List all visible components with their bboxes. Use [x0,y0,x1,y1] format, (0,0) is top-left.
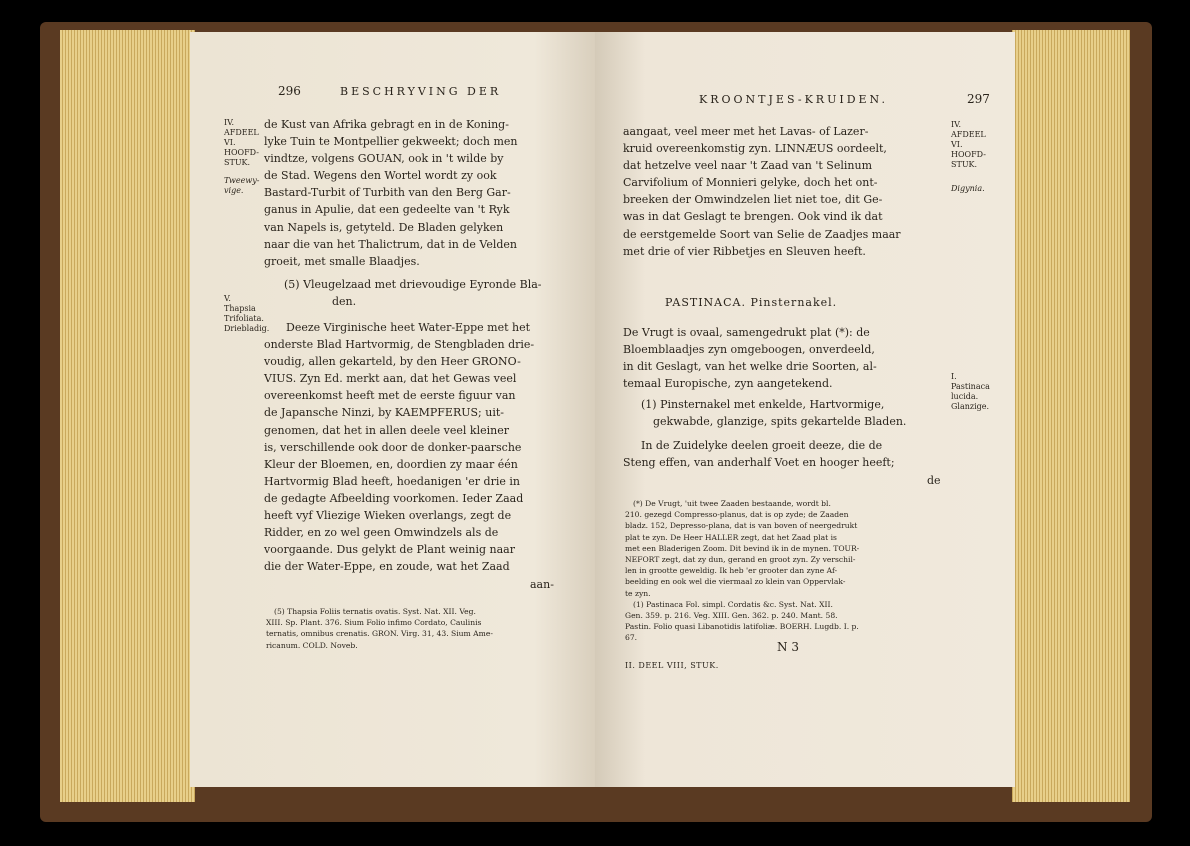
footnote-line: Gen. 359. p. 216. Veg. XIII. Gen. 362. p. 240. Mant. 58. [625,611,838,621]
footnote-line: NEFORT zegt, dat zy dun, gerand en groot zyn. Zy verschil- [625,555,856,565]
text-line: Kleur der Bloemen, en, doordien zy maar één [264,457,518,471]
text-line: ganus in Apulie, dat een gedeelte van 't Ryk [264,203,510,217]
footnote-line: plat te zyn. De Heer HALLER zegt, dat het Zaad plat is [625,532,837,542]
text-line: kruid overeenkomstig zyn. LINNÆUS oordeelt, [623,142,887,156]
text-line: groeit, met smalle Blaadjes. [264,254,420,268]
footnote-line: XIII. Sp. Plant. 376. Sium Folio infimo Cordato, Caulinis [266,618,482,628]
text-line: In de Zuidelyke deelen groeit deeze, die de [641,439,883,452]
running-head: KROONTJES-KRUIDEN. [699,93,888,106]
footnote-line: met een Bladerigen Zoom. Dit bevind ik in de mynen. TOUR- [625,543,860,553]
text-line: de Kust van Afrika gebragt en in de Koning- [264,118,509,131]
section-heading: PASTINACA. Pinsternakel. [665,296,838,309]
footnote-line: beelding en ook wel die viermaal zo klein van Oppervlak- [625,577,846,587]
text-line: voorgaande. Dus gelykt de Plant weinig naar [264,543,515,557]
margin-note: Tweewy- vige. [224,176,260,195]
text-line: is, verschillende ook door de donker-paarsche [264,440,522,454]
text-line: Bastard-Turbit of Turbith van den Berg Gar- [264,186,511,200]
text-line: van Napels is, getyteld. De Bladen gelyken [264,220,504,234]
text-line: naar die van het Thalictrum, dat in de Velden [264,237,518,251]
species-heading [284,276,542,310]
text-line: was in dat Geslagt te brengen. Ook vind ik dat [623,210,883,224]
text-line: lyke Tuin te Montpellier gekweekt; doch men [264,135,518,149]
footnote-line: te zyn. [625,588,651,598]
heading-line: (5) Vleugelzaad met drievoudige Eyronde Bla- [284,278,542,291]
paragraph [623,123,901,260]
text-line: Ridder, en zo wel geen Omwindzels als de [264,526,499,540]
footnote-line: ternatis, omnibus crenatis. GRON. Virg. 31, 43. Sium Ame- [266,629,493,639]
running-head: BESCHRYVING DER [340,85,502,98]
footnote-line: len in grootte geweldig. Ik heb 'er grooter dan zyne Af- [625,566,838,576]
margin-note: V. Thapsia Trifoliata. Driebladig. [224,294,270,333]
catchword: de [927,474,941,487]
text-line: de gedagte Afbeelding voorkomen. Ieder Zaad [264,491,524,505]
text-line: Bloemblaadjes zyn omgeboogen, onverdeeld, [623,343,875,357]
text-line: dat hetzelve veel naar 't Zaad van 't Selinum [623,159,872,173]
margin-note: IV. AFDEEL VI. HOOFD- STUK. [951,120,986,169]
text-line: overeenkomst heeft met de eerste figuur van [264,389,516,403]
text-line: aangaat, veel meer met het Lavas- of Lazer- [623,125,869,138]
text-line: temaal Europische, zyn aangetekend. [623,377,833,391]
text-line: de eerstgemelde Soort van Selie de Zaadjes maar [623,227,901,241]
margin-note: IV. AFDEEL VI. HOOFD- STUK. [224,118,259,167]
paragraph [264,319,534,575]
text-line: voudig, allen gekarteld, by den Heer GRONO- [264,355,521,369]
text-line: Steng effen, van anderhalf Voet en hooger heeft; [623,456,895,470]
footnote-line: (5) Thapsia Foliis ternatis ovatis. Syst. Nat. XII. Veg. [274,607,476,616]
footnote-line: (*) De Vrugt, 'uit twee Zaaden bestaande, wordt bl. [633,499,831,508]
text-line: heeft vyf Vliezige Wieken overlangs, zegt de [264,509,512,523]
footnote-line: ricanum. COLD. Noveb. [266,640,358,650]
footnote [266,606,493,651]
footnote-line: 67. [625,633,638,643]
text-line: in dit Geslagt, van het welke drie Soorten, al- [623,360,877,374]
footnote-line: bladz. 152, Depresso-plana, dat is van boven of neergedrukt [625,521,858,531]
text-line: vindtze, volgens GOUAN, ook in 't wilde by [264,152,504,166]
text-line: De Vrugt is ovaal, samengedrukt plat (*): de [623,326,870,339]
text-line: die der Water-Eppe, en zoude, wat het Zaad [264,560,510,574]
page-edges-left [60,30,195,802]
heading-line: (1) Pinsternakel met enkelde, Hartvormige, [641,398,885,411]
footnote-line: (1) Pastinaca Fol. simpl. Cordatis &c. Syst. Nat. XII. [633,599,833,609]
paragraph [623,437,895,471]
footnote [625,498,859,644]
text-line: VIUS. Zyn Ed. merkt aan, dat het Gewas veel [264,372,517,386]
right-page [595,32,1015,787]
heading-line: gekwabde, glanzige, spits gekartelde Bladen. [653,415,907,428]
heading-line: den. [332,295,357,308]
footnote-line: Pastin. Folio quasi Libanotidis latifoliæ. BOERH. Lugdb. I. p. [625,622,859,632]
text-line: genomen, dat het in allen deele veel kleiner [264,423,509,437]
text-line: onderste Blad Hartvormig, de Stengbladen drie- [264,338,535,352]
text-line: Hartvormig Blad heeft, hoedanigen 'er drie in [264,474,520,488]
paragraph [264,116,517,270]
species-heading [641,396,906,430]
footnote-line: 210. gezegd Compresso-planus, dat is op zyde; de Zaaden [625,510,849,520]
text-line: Deeze Virginische heet Water-Eppe met het [286,321,531,334]
page-edges-right [1012,30,1130,802]
left-page [190,32,595,787]
text-line: de Japansche Ninzi, by KAEMPFERUS; uit- [264,406,504,420]
paragraph [623,324,877,392]
text-line: de Stad. Wegens den Wortel wordt zy ook [264,169,497,183]
signature-line: II. DEEL VIII, STUK. [625,661,719,670]
text-line: Carvifolium of Monnieri gelyke, doch het ont- [623,176,878,190]
margin-note: I. Pastinaca lucida. Glanzige. [951,372,990,411]
page-number: 297 [967,92,990,106]
signature-mark: N 3 [777,640,799,654]
page-number: 296 [278,84,301,98]
text-line: met drie of vier Ribbetjes en Sleuven heeft. [623,244,866,258]
margin-note: Digynia. [951,184,985,193]
catchword: aan- [530,578,554,591]
text-line: breeken der Omwindzelen liet niet toe, dit Ge- [623,193,883,207]
